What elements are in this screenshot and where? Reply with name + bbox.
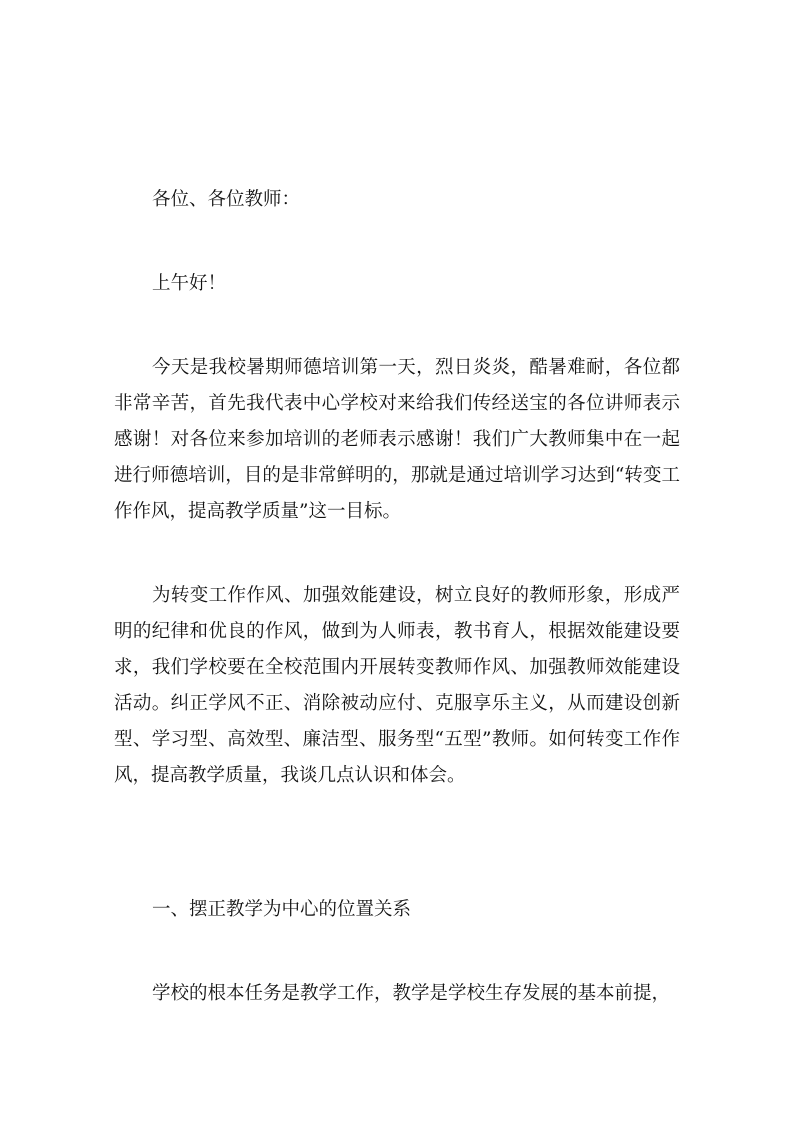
salutation-paragraph: 各位、各位教师：	[152, 189, 301, 210]
greeting-paragraph: 上午好！	[152, 273, 227, 294]
body-paragraph: 为转变工作作风、加强效能建设，树立良好的教师形象，形成严明的纪律和优良的作风，做到为人师表，教书育人，根据效能建设要求，我们学校要在全校范围内开展转变教师作风、加强教师效能建设活动。纠正学风不正、消除被动应付、克服享乐主义，从而建设创新型、学习型、高效型、廉洁型、服务型“五型”教师。如何转变工作作风，提高教学质量，我谈几点认识和体会。	[114, 585, 680, 786]
section-heading: 一、摆正教学为中心的位置关系	[152, 899, 412, 920]
body-paragraph-continued: 学校的根本任务是教学工作，教学是学校生存发展的基本前提，	[152, 983, 671, 1004]
intro-paragraph: 今天是我校暑期师德培训第一天，烈日炎炎，酷暑难耐，各位都非常辛苦，首先我代表中心学校对来给我们传经送宝的各位讲师表示感谢！对各位来参加培训的老师表示感谢！我们广大教师集中在一起进行师德培训，目的是非常鲜明的，那就是通过培训学习达到“转变工作作风，提高教学质量”这一目标。	[114, 357, 680, 522]
